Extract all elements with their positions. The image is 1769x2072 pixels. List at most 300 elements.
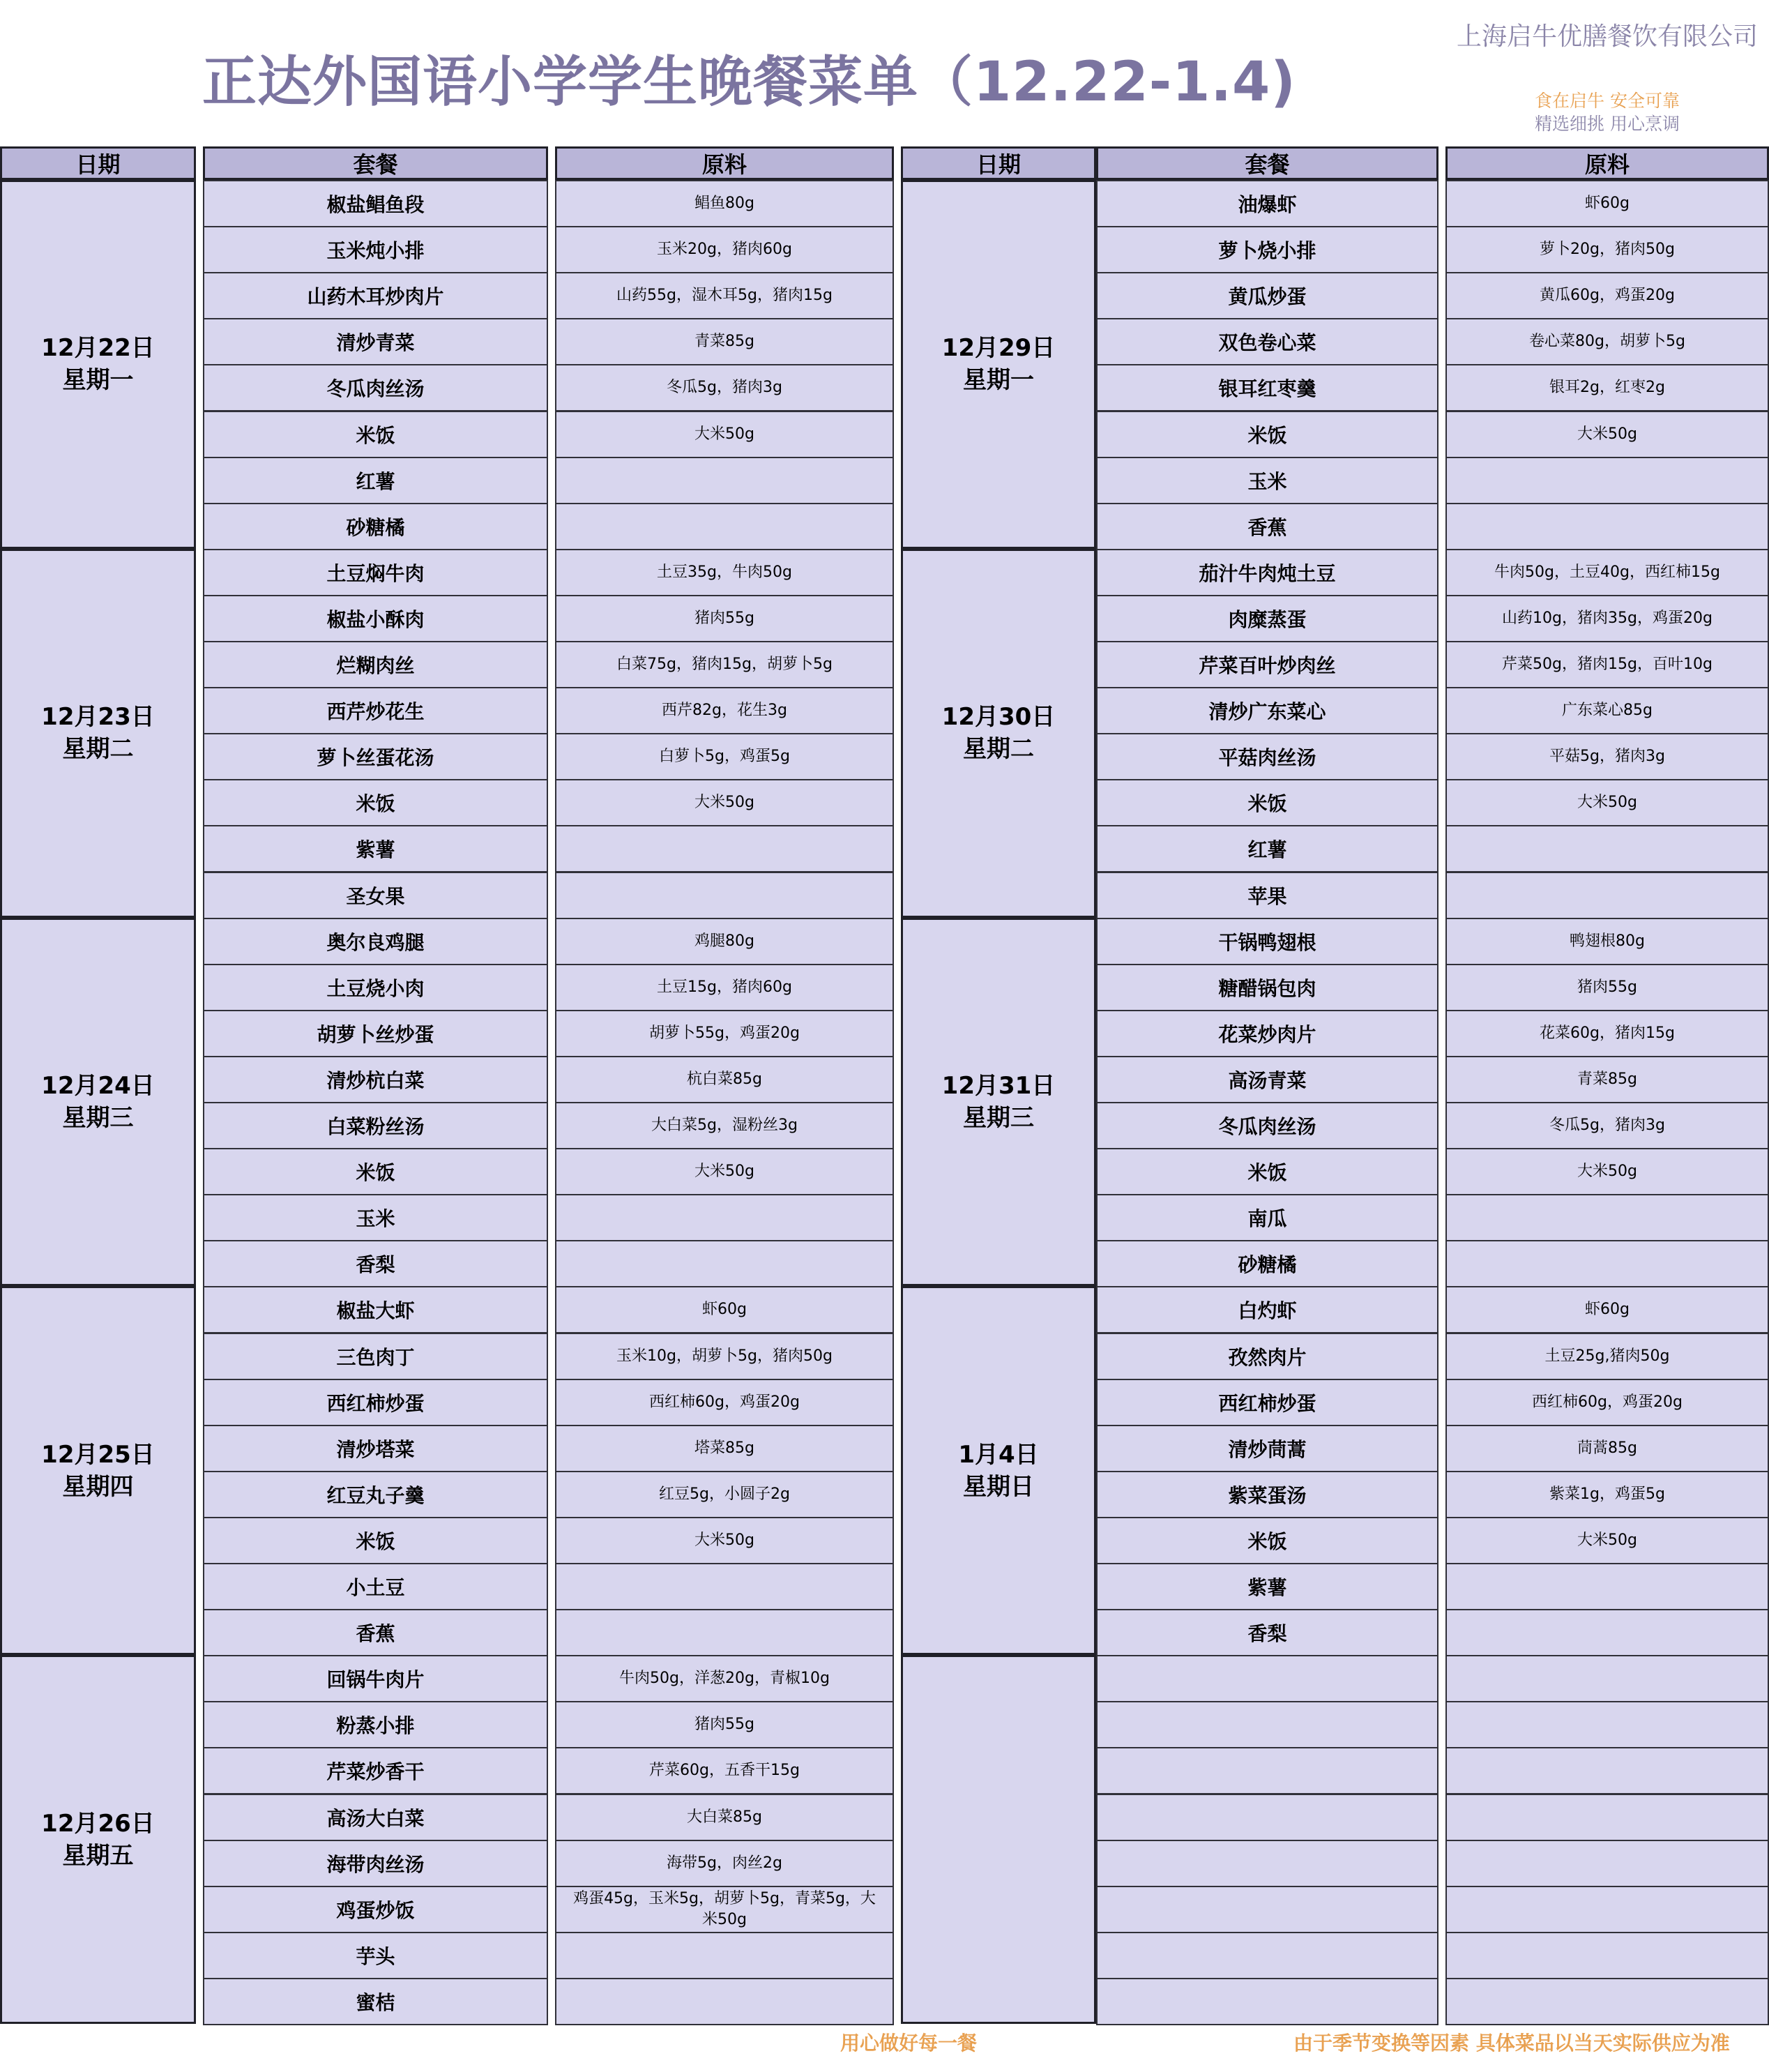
right-dish-cell-text: 南瓜 bbox=[1247, 1207, 1287, 1231]
right-dish-cell bbox=[1096, 1747, 1438, 1794]
right-dish-cell bbox=[1096, 318, 1438, 365]
right-dish-cell bbox=[1096, 1840, 1438, 1887]
right-dish-cell bbox=[1096, 549, 1438, 596]
right-ingredient-cell bbox=[1445, 180, 1769, 227]
left-dish-cell bbox=[203, 1655, 548, 1702]
right-dish-cell-text: 双色卷心菜 bbox=[1218, 331, 1316, 355]
left-ingredient-cell-text: 西红柿60g，鸡蛋20g bbox=[649, 1393, 800, 1411]
right-dish-cell-text: 西红柿炒蛋 bbox=[1218, 1391, 1316, 1415]
left-ingredient-cell-text: 玉米20g，猪肉60g bbox=[657, 241, 792, 259]
left-ingredient-cell bbox=[555, 1240, 894, 1287]
left-dish-cell bbox=[203, 180, 548, 227]
right-ingredient-cell-text: 冬瓜5g，猪肉3g bbox=[1549, 1117, 1665, 1135]
left-header-ingredients bbox=[555, 146, 894, 180]
left-dish-cell-text: 粉蒸小排 bbox=[336, 1714, 415, 1738]
right-dish-cell bbox=[1096, 872, 1438, 919]
right-ingredient-cell-text: 西红柿60g，鸡蛋20g bbox=[1532, 1393, 1683, 1411]
right-dish-cell-text: 银耳红枣羹 bbox=[1218, 377, 1316, 401]
right-dish-cell bbox=[1096, 779, 1438, 826]
day-date: 12月24日 bbox=[41, 1071, 155, 1100]
day-date: 12月22日 bbox=[41, 334, 155, 363]
left-dish-cell bbox=[203, 1425, 548, 1472]
left-dish-cell bbox=[203, 411, 548, 458]
left-dish-cell bbox=[203, 1794, 548, 1841]
right-ingredient-cell bbox=[1445, 1194, 1769, 1241]
right-ingredient-cell bbox=[1445, 1148, 1769, 1195]
left-header-date-text: 日期 bbox=[75, 151, 121, 178]
right-header-date bbox=[901, 146, 1096, 180]
left-ingredient-cell bbox=[555, 180, 894, 227]
left-ingredient-cell-text: 青菜85g bbox=[694, 333, 754, 351]
left-ingredient-cell-text: 白菜75g，猪肉15g，胡萝卜5g bbox=[616, 656, 833, 674]
left-dish-cell-text: 椒盐鲳鱼段 bbox=[326, 193, 425, 217]
right-dish-cell bbox=[1096, 918, 1438, 965]
right-dish-cell-text: 冬瓜肉丝汤 bbox=[1218, 1115, 1316, 1139]
left-ingredient-cell-text: 杭白菜85g bbox=[687, 1070, 762, 1088]
right-ingredient-cell bbox=[1445, 964, 1769, 1011]
left-dish-cell-text: 高汤大白菜 bbox=[326, 1806, 425, 1830]
right-dish-cell-text: 紫薯 bbox=[1247, 1576, 1287, 1600]
left-ingredient-cell-text: 红豆5g，小圆子2g bbox=[659, 1485, 790, 1503]
right-dish-cell-text: 芹菜百叶炒肉丝 bbox=[1199, 654, 1336, 678]
right-dish-cell-text: 白灼虾 bbox=[1238, 1299, 1297, 1323]
left-ingredient-cell bbox=[555, 687, 894, 734]
left-dish-cell bbox=[203, 1102, 548, 1149]
left-dish-cell-text: 清炒青菜 bbox=[336, 331, 415, 355]
left-dish-cell-text: 香梨 bbox=[356, 1253, 395, 1277]
left-ingredient-cell-text: 大米50g bbox=[694, 1531, 754, 1549]
left-dish-cell-text: 冬瓜肉丝汤 bbox=[326, 377, 425, 401]
left-ingredient-cell bbox=[555, 1056, 894, 1103]
left-ingredient-cell-text: 猪肉55g bbox=[694, 1716, 754, 1734]
right-ingredient-cell-text: 广东菜心85g bbox=[1562, 702, 1653, 720]
right-dish-cell bbox=[1096, 364, 1438, 411]
left-dish-cell-text: 芹菜炒香干 bbox=[326, 1760, 425, 1784]
left-ingredient-cell-text: 土豆15g，猪肉60g bbox=[657, 978, 792, 996]
left-dish-cell bbox=[203, 549, 548, 596]
footer-note-left: 用心做好每一餐 bbox=[840, 2032, 978, 2055]
left-ingredient-cell bbox=[555, 1886, 894, 1933]
left-dish-cell-text: 土豆焖牛肉 bbox=[326, 561, 425, 585]
left-dish-cell bbox=[203, 1517, 548, 1564]
right-ingredient-cell bbox=[1445, 411, 1769, 458]
right-ingredient-cell-text: 大米50g bbox=[1577, 1163, 1637, 1181]
right-dish-cell bbox=[1096, 411, 1438, 458]
right-ingredient-cell-text: 青菜85g bbox=[1577, 1070, 1637, 1088]
right-dish-cell bbox=[1096, 1932, 1438, 1979]
left-ingredient-cell-text: 猪肉55g bbox=[694, 609, 754, 627]
left-dish-cell-text: 烂糊肉丝 bbox=[336, 654, 415, 678]
right-ingredient-cell-text: 黄瓜60g，鸡蛋20g bbox=[1540, 287, 1675, 305]
left-dish-cell bbox=[203, 226, 548, 273]
left-ingredient-cell bbox=[555, 1747, 894, 1794]
left-ingredient-cell-text: 芹菜60g，五香干15g bbox=[649, 1762, 800, 1780]
left-ingredient-cell bbox=[555, 1102, 894, 1149]
left-ingredient-cell-text: 玉米10g，胡萝卜5g，猪肉50g bbox=[616, 1347, 833, 1365]
right-dish-cell-text: 红薯 bbox=[1247, 838, 1287, 862]
left-dish-cell-text: 山药木耳炒肉片 bbox=[307, 285, 444, 309]
left-ingredient-cell-text: 塔菜85g bbox=[694, 1439, 754, 1457]
left-ingredient-cell bbox=[555, 1978, 894, 2025]
left-ingredient-cell bbox=[555, 318, 894, 365]
left-day-date-cell bbox=[0, 918, 196, 1287]
left-dish-cell-text: 萝卜丝蛋花汤 bbox=[317, 746, 434, 770]
left-ingredient-cell-text: 冬瓜5g，猪肉3g bbox=[667, 379, 782, 397]
left-ingredient-cell bbox=[555, 1194, 894, 1241]
left-dish-cell bbox=[203, 733, 548, 780]
right-ingredient-cell bbox=[1445, 1840, 1769, 1887]
right-dish-cell-text: 清炒茼蒿 bbox=[1228, 1437, 1307, 1461]
right-header-date-text: 日期 bbox=[975, 151, 1021, 178]
right-header-meal bbox=[1096, 146, 1438, 180]
left-ingredient-cell bbox=[555, 364, 894, 411]
right-ingredient-cell-text: 萝卜20g，猪肉50g bbox=[1540, 241, 1675, 259]
right-ingredient-cell-text: 牛肉50g，土豆40g，西红柿15g bbox=[1494, 563, 1720, 581]
right-dish-cell-text: 肉糜蒸蛋 bbox=[1228, 607, 1307, 631]
left-dish-cell bbox=[203, 503, 548, 550]
left-dish-cell-text: 紫薯 bbox=[356, 838, 395, 862]
left-dish-cell bbox=[203, 595, 548, 642]
right-ingredient-cell-text: 猪肉55g bbox=[1577, 978, 1637, 996]
left-ingredient-cell-text: 虾60g bbox=[702, 1301, 747, 1319]
left-ingredient-cell bbox=[555, 1794, 894, 1841]
right-dish-cell-text: 玉米 bbox=[1247, 469, 1287, 493]
right-ingredient-cell bbox=[1445, 1655, 1769, 1702]
left-ingredient-cell bbox=[555, 641, 894, 688]
right-dish-cell-text: 孜然肉片 bbox=[1228, 1345, 1307, 1369]
right-dish-cell bbox=[1096, 503, 1438, 550]
left-dish-cell bbox=[203, 1240, 548, 1287]
left-dish-cell-text: 红薯 bbox=[356, 469, 395, 493]
right-dish-cell-text: 米饭 bbox=[1247, 1529, 1287, 1553]
right-dish-cell bbox=[1096, 1286, 1438, 1333]
right-dish-cell bbox=[1096, 272, 1438, 319]
right-dish-cell bbox=[1096, 964, 1438, 1011]
right-ingredient-cell bbox=[1445, 779, 1769, 826]
right-ingredient-cell bbox=[1445, 549, 1769, 596]
left-dish-cell bbox=[203, 1010, 548, 1057]
left-ingredient-cell-text: 山药55g，湿木耳5g，猪肉15g bbox=[616, 287, 833, 305]
left-dish-cell-text: 椒盐小酥肉 bbox=[326, 607, 425, 631]
left-dish-cell bbox=[203, 364, 548, 411]
left-dish-cell bbox=[203, 641, 548, 688]
left-ingredient-cell-text: 白萝卜5g，鸡蛋5g bbox=[659, 748, 790, 766]
right-dish-cell bbox=[1096, 1240, 1438, 1287]
right-ingredient-cell bbox=[1445, 872, 1769, 919]
left-dish-cell-text: 白菜粉丝汤 bbox=[326, 1115, 425, 1139]
right-dish-cell-text: 砂糖橘 bbox=[1238, 1253, 1297, 1277]
right-ingredient-cell bbox=[1445, 1886, 1769, 1933]
left-dish-cell bbox=[203, 825, 548, 872]
left-ingredient-cell bbox=[555, 272, 894, 319]
right-day-date-cell bbox=[901, 549, 1096, 918]
day-weekday: 星期三 bbox=[62, 1103, 134, 1132]
right-ingredient-cell-text: 土豆25g,猪肉50g bbox=[1544, 1347, 1670, 1365]
right-ingredient-cell-text: 茼蒿85g bbox=[1577, 1439, 1637, 1457]
day-weekday: 星期日 bbox=[963, 1472, 1034, 1501]
left-dish-cell-text: 清炒杭白菜 bbox=[326, 1068, 425, 1092]
left-dish-cell bbox=[203, 964, 548, 1011]
day-date: 12月26日 bbox=[41, 1809, 155, 1838]
left-dish-cell bbox=[203, 687, 548, 734]
right-ingredient-cell bbox=[1445, 1379, 1769, 1426]
right-header-ingredients-text: 原料 bbox=[1584, 151, 1630, 178]
right-dish-cell bbox=[1096, 180, 1438, 227]
right-dish-cell bbox=[1096, 1194, 1438, 1241]
right-ingredient-cell bbox=[1445, 1333, 1769, 1380]
right-ingredient-cell-text: 银耳2g，红枣2g bbox=[1549, 379, 1665, 397]
left-ingredient-cell bbox=[555, 1010, 894, 1057]
day-weekday: 星期四 bbox=[62, 1472, 134, 1501]
left-ingredient-cell-text: 牛肉50g，洋葱20g，青椒10g bbox=[619, 1670, 830, 1688]
right-ingredient-cell bbox=[1445, 1747, 1769, 1794]
right-dish-cell-text: 清炒广东菜心 bbox=[1208, 700, 1326, 724]
right-dish-cell bbox=[1096, 1056, 1438, 1103]
left-ingredient-cell bbox=[555, 918, 894, 965]
left-ingredient-cell-text: 鸡蛋45g，玉米5g，胡萝卜5g，青菜5g，大米50g bbox=[573, 1889, 876, 1928]
right-ingredient-cell bbox=[1445, 1010, 1769, 1057]
right-ingredient-cell bbox=[1445, 595, 1769, 642]
left-dish-cell bbox=[203, 272, 548, 319]
left-ingredient-cell-text: 鲳鱼80g bbox=[694, 195, 754, 213]
left-dish-cell bbox=[203, 918, 548, 965]
left-ingredient-cell-text: 大白菜85g bbox=[687, 1808, 762, 1826]
left-ingredient-cell bbox=[555, 872, 894, 919]
right-dish-cell bbox=[1096, 1425, 1438, 1472]
right-dish-cell bbox=[1096, 457, 1438, 504]
right-ingredient-cell-text: 大米50g bbox=[1577, 1531, 1637, 1549]
left-ingredient-cell-text: 西芹82g，花生3g bbox=[662, 702, 787, 720]
left-day-date-cell bbox=[0, 1655, 196, 2024]
right-ingredient-cell bbox=[1445, 1425, 1769, 1472]
left-dish-cell-text: 海带肉丝汤 bbox=[326, 1852, 425, 1876]
right-dish-cell bbox=[1096, 1794, 1438, 1841]
left-ingredient-cell bbox=[555, 1148, 894, 1195]
left-dish-cell bbox=[203, 1840, 548, 1887]
left-header-ingredients-text: 原料 bbox=[701, 151, 747, 178]
right-ingredient-cell bbox=[1445, 1240, 1769, 1287]
left-ingredient-cell-text: 大米50g bbox=[694, 1163, 754, 1181]
left-dish-cell bbox=[203, 1932, 548, 1979]
left-ingredient-cell-text: 鸡腿80g bbox=[694, 932, 754, 950]
right-ingredient-cell-text: 虾60g bbox=[1585, 1301, 1630, 1319]
left-ingredient-cell-text: 大米50g bbox=[694, 794, 754, 812]
right-dish-cell-text: 米饭 bbox=[1247, 423, 1287, 447]
page-title: 正达外国语小学学生晚餐菜单（12.22-1.4) bbox=[202, 51, 1296, 114]
left-dish-cell bbox=[203, 1563, 548, 1610]
right-ingredient-cell bbox=[1445, 226, 1769, 273]
left-dish-cell-text: 米饭 bbox=[356, 792, 395, 816]
right-dish-cell-text: 萝卜烧小排 bbox=[1218, 239, 1316, 263]
day-weekday: 星期五 bbox=[62, 1841, 134, 1870]
right-ingredient-cell-text: 平菇5g，猪肉3g bbox=[1549, 748, 1665, 766]
right-dish-cell bbox=[1096, 1148, 1438, 1195]
left-ingredient-cell bbox=[555, 825, 894, 872]
right-ingredient-cell-text: 芹菜50g，猪肉15g，百叶10g bbox=[1502, 656, 1713, 674]
right-dish-cell-text: 紫菜蛋汤 bbox=[1228, 1483, 1307, 1507]
left-ingredient-cell bbox=[555, 1932, 894, 1979]
right-dish-cell-text: 干锅鸭翅根 bbox=[1218, 930, 1316, 954]
left-ingredient-cell bbox=[555, 1840, 894, 1887]
left-ingredient-cell bbox=[555, 595, 894, 642]
right-ingredient-cell bbox=[1445, 1978, 1769, 2025]
left-dish-cell-text: 芋头 bbox=[356, 1944, 395, 1968]
left-dish-cell-text: 米饭 bbox=[356, 1161, 395, 1185]
right-dish-cell-text: 糖醋锅包肉 bbox=[1218, 976, 1316, 1000]
right-dish-cell-text: 油爆虾 bbox=[1238, 193, 1297, 217]
right-day-date-cell bbox=[901, 180, 1096, 549]
right-dish-cell bbox=[1096, 1563, 1438, 1610]
left-ingredient-cell bbox=[555, 1701, 894, 1748]
left-ingredient-cell bbox=[555, 1379, 894, 1426]
right-dish-cell bbox=[1096, 641, 1438, 688]
right-dish-cell-text: 茄汁牛肉炖土豆 bbox=[1199, 561, 1336, 585]
left-day-date-cell bbox=[0, 180, 196, 549]
right-header-meal-text: 套餐 bbox=[1245, 151, 1290, 178]
right-dish-cell-text: 香梨 bbox=[1247, 1622, 1287, 1646]
left-ingredient-cell bbox=[555, 1333, 894, 1380]
right-ingredient-cell-text: 山药10g，猪肉35g，鸡蛋20g bbox=[1502, 609, 1713, 627]
day-weekday: 星期二 bbox=[963, 735, 1034, 764]
right-ingredient-cell-text: 卷心菜80g，胡萝卜5g bbox=[1529, 333, 1685, 351]
right-dish-cell-text: 苹果 bbox=[1247, 884, 1287, 908]
footer-note-right: 由于季节变换等因素 具体菜品以当天实际供应为准 bbox=[1293, 2032, 1730, 2055]
left-dish-cell bbox=[203, 1701, 548, 1748]
right-dish-cell bbox=[1096, 1471, 1438, 1518]
right-ingredient-cell bbox=[1445, 1286, 1769, 1333]
left-ingredient-cell-text: 土豆35g，牛肉50g bbox=[657, 563, 792, 581]
left-dish-cell-text: 回锅牛肉片 bbox=[326, 1668, 425, 1692]
left-ingredient-cell bbox=[555, 779, 894, 826]
left-dish-cell-text: 西芹炒花生 bbox=[326, 700, 425, 724]
left-dish-cell-text: 椒盐大虾 bbox=[336, 1299, 415, 1323]
right-dish-cell bbox=[1096, 1333, 1438, 1380]
day-weekday: 星期一 bbox=[963, 366, 1034, 395]
left-dish-cell-text: 清炒塔菜 bbox=[336, 1437, 415, 1461]
left-ingredient-cell-text: 海带5g，肉丝2g bbox=[667, 1854, 782, 1872]
right-ingredient-cell bbox=[1445, 1517, 1769, 1564]
slogan-line-2: 精选细挑 用心烹调 bbox=[1535, 114, 1680, 134]
right-ingredient-cell bbox=[1445, 641, 1769, 688]
right-dish-cell bbox=[1096, 226, 1438, 273]
left-ingredient-cell bbox=[555, 1471, 894, 1518]
left-dish-cell bbox=[203, 1978, 548, 2025]
right-dish-cell-text: 平菇肉丝汤 bbox=[1218, 746, 1316, 770]
left-dish-cell bbox=[203, 1194, 548, 1241]
right-ingredient-cell bbox=[1445, 918, 1769, 965]
left-dish-cell bbox=[203, 1609, 548, 1656]
left-dish-cell bbox=[203, 1056, 548, 1103]
left-dish-cell bbox=[203, 457, 548, 504]
day-weekday: 星期二 bbox=[62, 735, 134, 764]
right-dish-cell-text: 黄瓜炒蛋 bbox=[1228, 285, 1307, 309]
left-day-date-cell bbox=[0, 549, 196, 918]
left-dish-cell bbox=[203, 1286, 548, 1333]
left-header-date bbox=[0, 146, 196, 180]
left-ingredient-cell bbox=[555, 503, 894, 550]
right-ingredient-cell bbox=[1445, 503, 1769, 550]
left-ingredient-cell bbox=[555, 549, 894, 596]
day-weekday: 星期一 bbox=[62, 366, 134, 395]
right-ingredient-cell bbox=[1445, 318, 1769, 365]
right-dish-cell bbox=[1096, 1010, 1438, 1057]
right-ingredient-cell bbox=[1445, 457, 1769, 504]
left-dish-cell bbox=[203, 1379, 548, 1426]
right-ingredient-cell-text: 紫菜1g，鸡蛋5g bbox=[1549, 1485, 1665, 1503]
left-ingredient-cell-text: 大米50g bbox=[694, 425, 754, 443]
right-ingredient-cell bbox=[1445, 733, 1769, 780]
right-dish-cell bbox=[1096, 1517, 1438, 1564]
right-ingredient-cell bbox=[1445, 1471, 1769, 1518]
right-ingredient-cell bbox=[1445, 1701, 1769, 1748]
right-dish-cell bbox=[1096, 1655, 1438, 1702]
right-dish-cell bbox=[1096, 1379, 1438, 1426]
right-dish-cell bbox=[1096, 1609, 1438, 1656]
left-dish-cell bbox=[203, 1333, 548, 1380]
left-dish-cell-text: 奥尔良鸡腿 bbox=[326, 930, 425, 954]
left-ingredient-cell-text: 胡萝卜55g，鸡蛋20g bbox=[649, 1024, 800, 1042]
right-dish-cell bbox=[1096, 1701, 1438, 1748]
left-dish-cell-text: 小土豆 bbox=[346, 1576, 405, 1600]
left-ingredient-cell bbox=[555, 964, 894, 1011]
left-dish-cell-text: 鸡蛋炒饭 bbox=[336, 1898, 415, 1922]
day-date: 12月30日 bbox=[941, 703, 1056, 732]
day-date: 12月25日 bbox=[41, 1440, 155, 1469]
left-ingredient-cell bbox=[555, 226, 894, 273]
left-dish-cell-text: 三色肉丁 bbox=[336, 1345, 415, 1369]
left-dish-cell bbox=[203, 1471, 548, 1518]
left-dish-cell-text: 土豆烧小肉 bbox=[326, 976, 425, 1000]
left-dish-cell-text: 玉米 bbox=[356, 1207, 395, 1231]
right-dish-cell-text: 米饭 bbox=[1247, 1161, 1287, 1185]
left-dish-cell-text: 西红柿炒蛋 bbox=[326, 1391, 425, 1415]
left-ingredient-cell bbox=[555, 1517, 894, 1564]
slogan-line-1: 食在启牛 安全可靠 bbox=[1535, 91, 1680, 111]
right-day-date-cell bbox=[901, 1655, 1096, 2024]
right-ingredient-cell bbox=[1445, 1102, 1769, 1149]
left-header-meal-text: 套餐 bbox=[353, 151, 398, 178]
right-dish-cell bbox=[1096, 825, 1438, 872]
left-dish-cell bbox=[203, 1148, 548, 1195]
right-ingredient-cell-text: 鸭翅根80g bbox=[1570, 932, 1645, 950]
right-dish-cell-text: 花菜炒肉片 bbox=[1218, 1022, 1316, 1046]
right-dish-cell bbox=[1096, 687, 1438, 734]
right-ingredient-cell bbox=[1445, 1609, 1769, 1656]
left-dish-cell bbox=[203, 1886, 548, 1933]
left-dish-cell-text: 米饭 bbox=[356, 1529, 395, 1553]
left-dish-cell-text: 圣女果 bbox=[346, 884, 405, 908]
left-dish-cell bbox=[203, 872, 548, 919]
right-ingredient-cell bbox=[1445, 1056, 1769, 1103]
day-date: 12月23日 bbox=[41, 703, 155, 732]
right-day-date-cell bbox=[901, 918, 1096, 1287]
right-header-ingredients bbox=[1445, 146, 1769, 180]
left-dish-cell-text: 胡萝卜丝炒蛋 bbox=[317, 1022, 434, 1046]
day-weekday: 星期三 bbox=[963, 1103, 1034, 1132]
left-ingredient-cell bbox=[555, 733, 894, 780]
left-header-meal bbox=[203, 146, 548, 180]
left-ingredient-cell-text: 大白菜5g，湿粉丝3g bbox=[651, 1117, 798, 1135]
right-dish-cell bbox=[1096, 1102, 1438, 1149]
left-dish-cell bbox=[203, 318, 548, 365]
right-ingredient-cell bbox=[1445, 1932, 1769, 1979]
left-day-date-cell bbox=[0, 1286, 196, 1655]
right-ingredient-cell-text: 大米50g bbox=[1577, 425, 1637, 443]
right-dish-cell bbox=[1096, 1886, 1438, 1933]
right-dish-cell bbox=[1096, 1978, 1438, 2025]
right-dish-cell-text: 香蕉 bbox=[1247, 515, 1287, 539]
left-dish-cell-text: 砂糖橘 bbox=[346, 515, 405, 539]
